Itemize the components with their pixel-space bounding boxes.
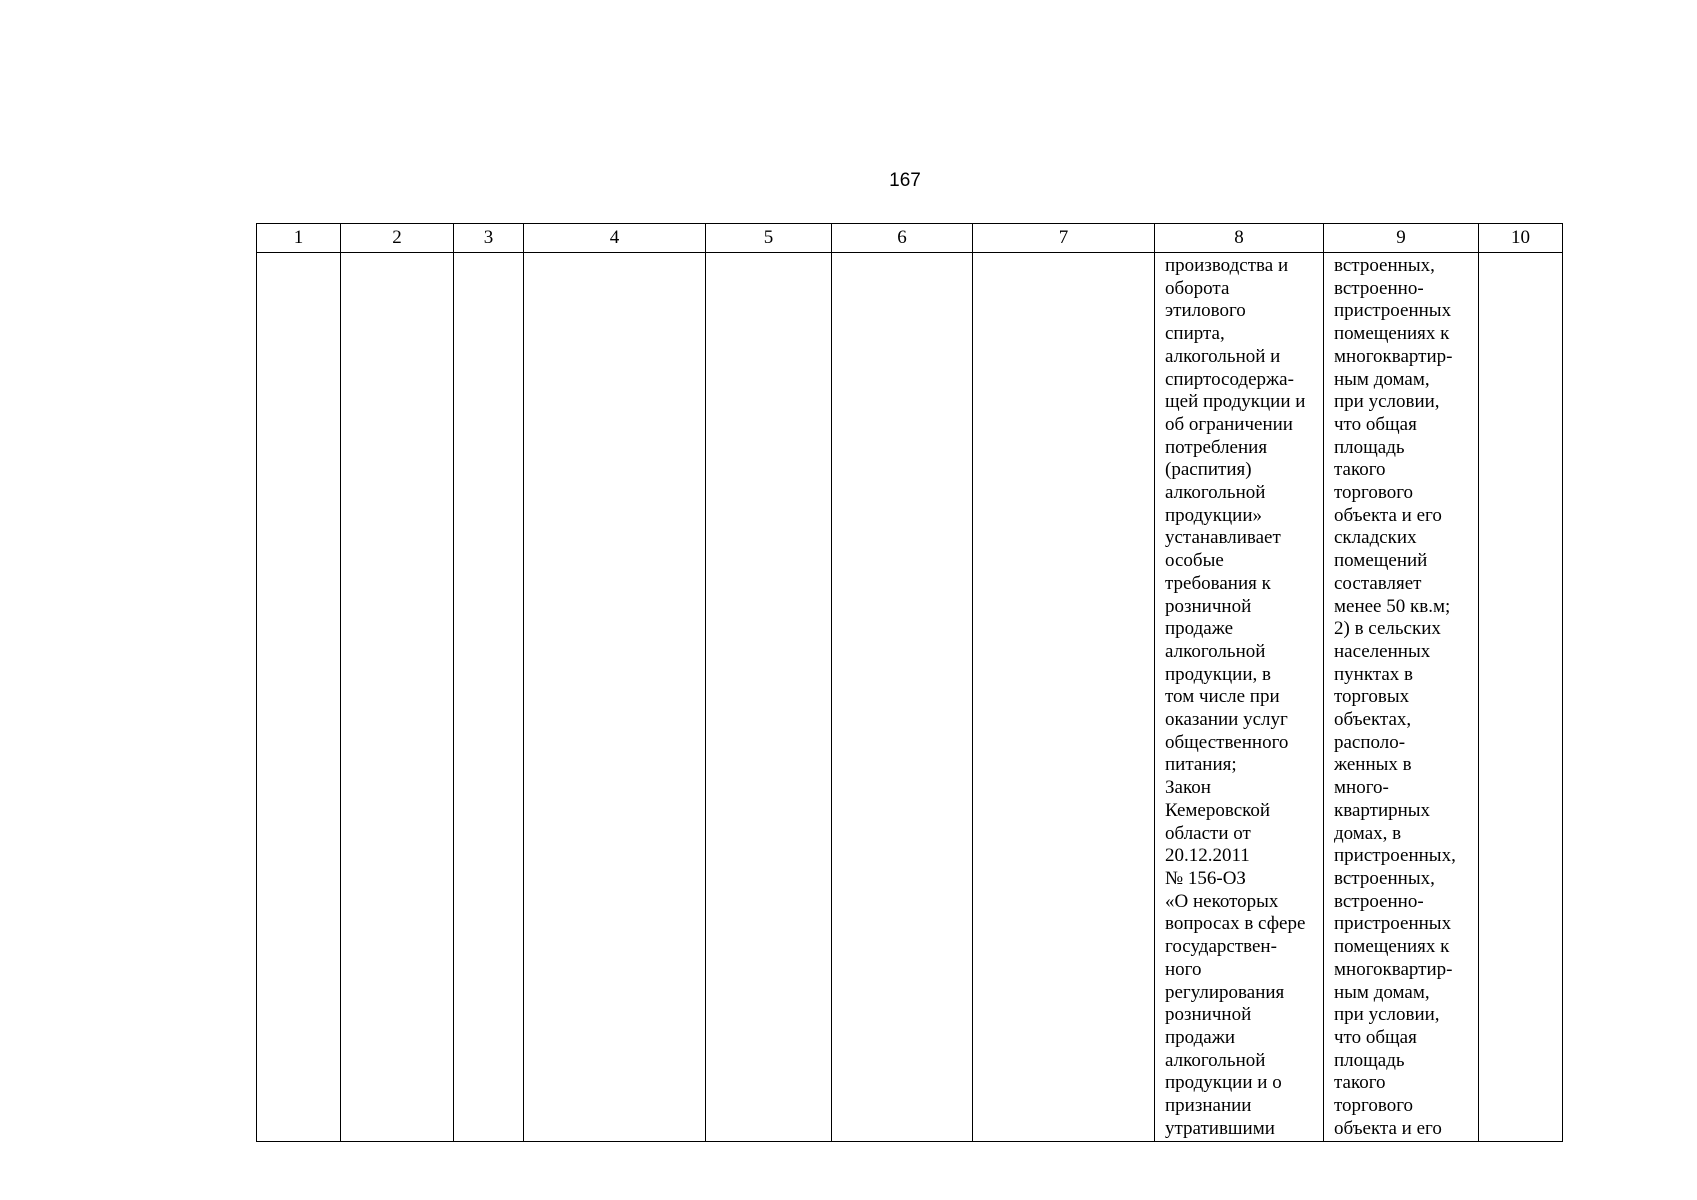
table-cell-10 [1479,253,1563,1142]
table-cell-4 [524,253,706,1142]
table-cell-3 [454,253,524,1142]
document-table [256,223,1563,1142]
table-cell-7 [973,253,1155,1142]
column-header-1: 1 [257,224,341,253]
table-cell-1 [257,253,341,1142]
cell-text-6 [832,253,972,255]
column-header-7: 7 [973,224,1155,253]
table-row [257,253,1563,1142]
page-number: 167 [889,170,921,191]
cell-text-3 [454,253,523,255]
cell-text-8: производства и оборота этилового спирта, алкогольной и спиртосодержа- щей продукции и об ограничении потребления (распития) алкогольной продукции» устанавливает особые требования к розничной продаже алкогольной продукции, в том числе при оказании услуг общественного питания; Закон Кемеровской области от 20.12.2011 № 156-ОЗ «О некоторых вопросах в сфере государствен- ного регулирования розничной продажи алкогольной продукции и о признании утратившими [1165,255,1306,1139]
table-cell-6 [832,253,973,1142]
column-header-2: 2 [341,224,454,253]
table-cell-9 [1324,253,1479,1142]
cell-text-1 [257,253,340,255]
column-header-8: 8 [1155,224,1324,253]
cell-text-9: встроенных, встроенно- пристроенных помещениях к многоквартир- ным домам, при условии, что общая площадь такого торгового объекта и его складских помещений составляет менее 50 кв.м; 2) в сельских населенных пунктах в торговых объектах, располо- женных в много- квартирных домах, в пристроенных, встроенных, встроенно- пристроенных помещениях к многоквартир- ным домам, при условии, что общая площадь такого торгового объекта и его [1334,255,1456,1139]
cell-text-7 [973,253,1154,255]
column-header-6: 6 [832,224,973,253]
cell-text-10 [1479,253,1562,255]
column-header-4: 4 [524,224,706,253]
column-header-10: 10 [1479,224,1563,253]
column-header-5: 5 [706,224,832,253]
table-cell-2 [341,253,454,1142]
table-cell-8 [1155,253,1324,1142]
header-row [257,224,1563,253]
cell-text-4 [524,253,705,255]
cell-text-2 [341,253,453,255]
table-cell-5 [706,253,832,1142]
cell-text-5 [706,253,831,255]
column-header-9: 9 [1324,224,1479,253]
column-header-3: 3 [454,224,524,253]
